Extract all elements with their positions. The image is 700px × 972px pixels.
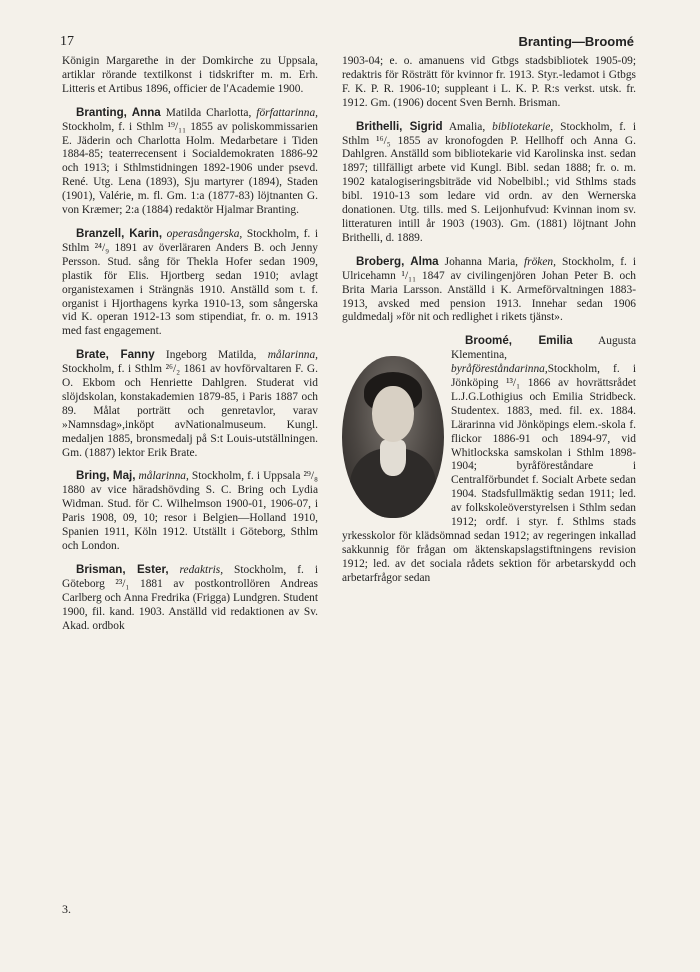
entry-occupation: byråföreståndarinna, [451,363,548,376]
entry-name: Brisman, Ester, [76,562,169,576]
entry-branting [62,106,318,218]
entry-occupation: operasångerska, [166,227,243,240]
entry-given-names: Matilda Charlotta, [160,106,257,119]
entry-given-names [169,564,180,576]
entry-occupation: fröken, [524,255,556,268]
left-column [62,55,318,642]
entry-brithelli [342,120,636,246]
entry-text: Stockholm, f. i Jönköping ¹³/₁ 1866 av hovrättsrådet L.J.G.Lothigius och Emilia Stridbeck. Studentex. 1883, med. fil. ex. 1884. Lärarinna vid Jönköpings elem.-skola f. flickor 1886-91 och 1894-97, vid Whitlockska samskolan i Sthlm 1898-1904; byråföreståndare i Centralförbundet f. Socialt Arbete sedan 1904. Stadsfullmäktig sedan 1911; led. av folkskoleöverstyrelsen i Sthlm sedan 1912; ordf. i styr. f. Sthlms stads yrkesskolor för klädsömnad sedan 1912; av regeringen inkallad sakkunnig för frågan om äktenskapslagstiftningens revision 1912; led. av det sociala rådets sektion för arbetarskydd och arbetarfrågor sedan [342,363,636,584]
entry-name: Branting, Anna [76,105,161,119]
continuation-text: Königin Margarethe in der Domkirche zu Uppsala, artiklar rörande textilkonst i tidskrifter m. m. Erh. Litteris et Artibus 1896, officier de l'Academie 1900. [62,55,318,95]
entry-text: Stockholm, f. i Göteborg ²³/₁ 1881 av postkontrollören Andreas Carlberg och Anna Fredrika (Frigga) Lundgren. Student 1900, fil. kand. 1903. Anställd vid redaktionen av Sv. Akad. ordbok [62,563,318,632]
right-column [342,55,636,595]
entry-occupation: målarinna, [138,470,189,483]
entry-given-names: Johanna Maria, [438,255,525,268]
portrait-collar [380,440,406,476]
entry-bring [62,469,318,553]
entry-given-names: Amalia, [442,120,493,133]
entry-name: Brate, Fanny [76,348,155,362]
entry-name: Bring, Maj, [76,469,136,483]
entry-text: Stockholm, f. i Sthlm ²⁴/₉ 1891 av överläraren Anders B. och Jenny Persson. Stud. sång för Thekla Hofer sedan 1909, plastik för Elis. Hjortberg sedan 1910; avlagt organistexamen i Strängnäs 1910. Anställd som t. f. organist i Hjorthagens kyrka 1910-13, som sångerska vid K. operan 1912-13 som stipendiat, fr. o. m. 1913 med fast engagement. [62,227,318,338]
continuation-text: 1903-04; e. o. amanuens vid Gtbgs stadsbibliotek 1905-09; redaktris för Rösträtt för kvinnor fr. 1913. Styr.-ledamot i Gtbgs F. K. P. R. 1906-10; suppleant i L. K. P. R:s verkst. utsk. fr. 1912. Gm. (1906) docent Sven Bernh. Brisman. [342,55,636,109]
entry-given-names: Ingeborg Matilda, [154,349,268,362]
entry-name: Broberg, Alma [356,254,439,268]
entry-brate [62,348,318,460]
entry-name: Branzell, Karin, [76,226,163,240]
entry-occupation: redaktris, [179,563,224,576]
entry-occupation: målarinna, [267,349,318,362]
running-head: Branting—Broomé [518,34,634,49]
entry-given-names: Augusta Klementina, [451,335,636,362]
entry-occupation: författarinna, [256,106,318,119]
entry-text: Stockholm, f. i Ulricehamn ¹/₁₁ 1847 av civilingenjören Johan Peter B. och Brita Maria Larsson. Anställd i K. Armeförvaltningen 1883-1913, avsked med pension 1913. Innehar sedan 1906 guldmedalj »för nit och redlighet i rikets tjänst». [342,255,637,324]
entry-text: Stockholm, f. i Sthlm ²⁶/₂ 1861 av hovförvaltaren F. G. O. Ekbom och Henriette Dahlgren. Studerat vid slöjdskolan, konstakademien 1879-85, i Paris 1887 och 89. Målat porträtt och genretavlor, varav »Namnsdag»,inköpt avNationalmuseum. Kungl. medaljen 1885, bronsmedalj på S:t Louis-utställningen. Gm. (1887) lektor Erik Brate. [62,363,318,459]
entry-name: Broomé, Emilia [465,334,573,348]
entry-text: Stockholm, f. i Uppsala ²⁹/₈ 1880 av vice häradshövding S. C. Bring och Lydia Widman. Stud. för C. Wilhelmson 1900-01, 1906-07, i Paris 1908, 09, 10; resor i Belgien—Holland 1910, Spanien 1911, Köln 1912. Utställt i Göteborg, Sthlm och London. [62,470,318,552]
portrait-photo [342,356,444,518]
page-number: 17 [60,34,74,49]
entry-text: Stockholm, f. i Sthlm ¹⁶/₅ 1855 av kronofogden P. Hellhoff och Anna G. Dahlgren. Anställd som bibliotekarie vid Karolinska inst. sedan 1897; tillfälligt arbete vid Kungl. Bibl. sedan 1888; fr. o. m. 1902 katalogiseringsbiträde vid Nobelbibl.; vid Sthlms stads bibl. 1910-13 som ledare vid ordn. av den Wernerska donationen. Utg. tills. med S. Leijonhufvud: Kvinnan inom sv. litteraturen intill år 1903 (1903). Gm. (1881) löjtnant John Brithelli, d. 1889. [342,120,636,244]
entry-text: Stockholm, f. i Sthlm ¹⁹/₁₁ 1855 av poliskommissarien E. Jäderin och Charlotta Holm. Medarbetare i Tiden 1884-85; teaterrecensent i Socialdemokraten 1886-92 och 1913; i Sthlmstidningen 1892-1906 under psevd. René. Utg. Lena (1893), Sju martyrer (1894), Staden (1901), Valérie, m. fl. Gm. 1:a (1877-83) löjtnanten G. von Kræmer; 2:a (1884) redaktör Hjalmar Branting. [62,120,318,217]
entry-broberg [342,255,636,326]
entry-branzell [62,227,318,339]
entry-brisman [62,563,318,634]
entry-name: Brithelli, Sigrid [356,119,443,133]
signature-mark: 3. [62,902,71,916]
entry-occupation: bibliotekarie, [492,120,554,133]
portrait-face [372,386,414,442]
